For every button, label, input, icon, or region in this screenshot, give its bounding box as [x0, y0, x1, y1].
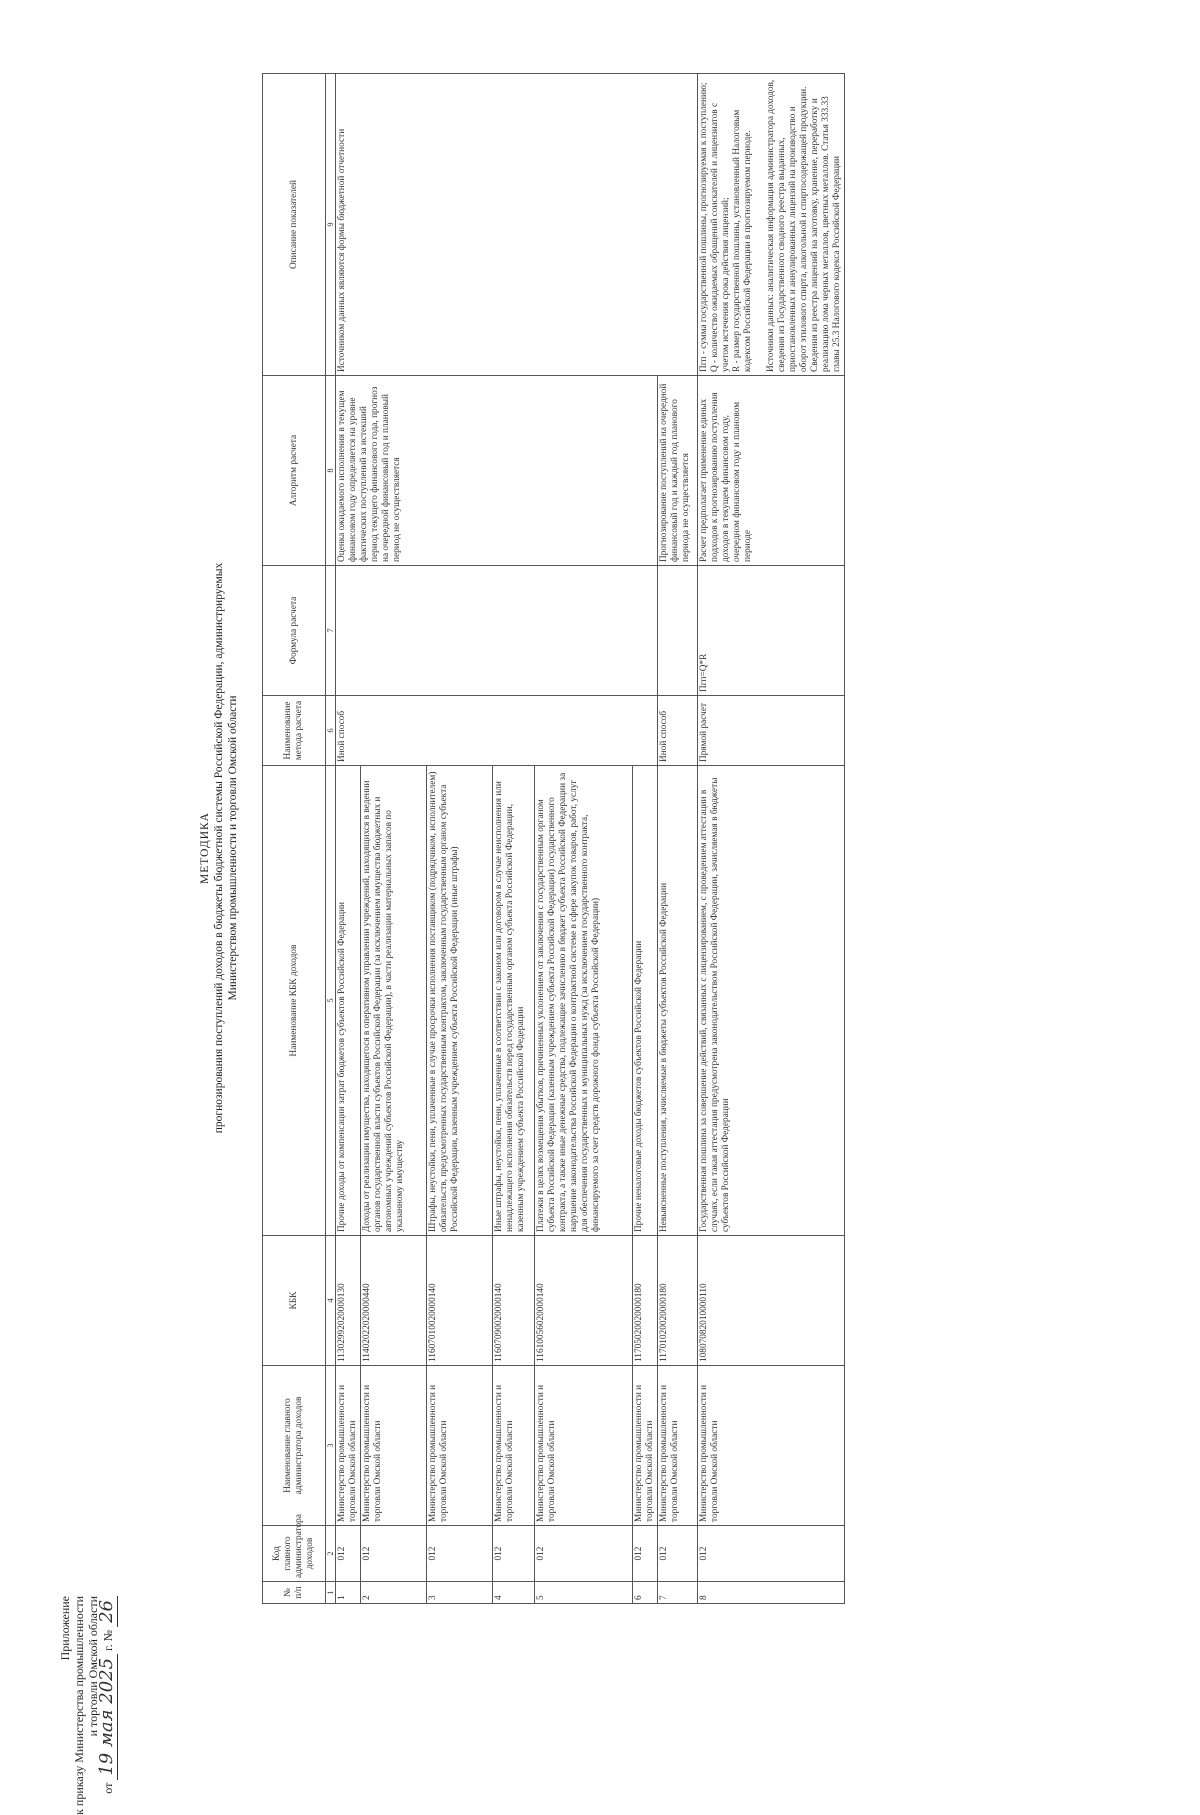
row-admin-code: 012: [658, 1526, 698, 1582]
column-number: 4: [326, 1236, 336, 1366]
header-description: Описание показателей: [263, 74, 326, 376]
column-number: 5: [326, 766, 336, 1236]
row-admin-name: Министерство промышленности и торговли Омской области: [633, 1366, 658, 1526]
description-paragraph: R - размер государственной пошлины, установленный Налоговым кодексом Российской Федерации в прогнозируемом периоде.: [732, 109, 753, 372]
header-kbk: КБК: [263, 1236, 326, 1366]
row-kbk: 11610056020000140: [535, 1236, 633, 1366]
appendix-label: Приложение: [58, 1596, 72, 1661]
row-admin-name: Министерство промышленности и торговли Омской области: [427, 1366, 493, 1526]
handwritten-date: 19 мая 2025: [96, 1654, 118, 1780]
column-number: 8: [326, 376, 336, 566]
row-kbk: 11705020020000180: [633, 1236, 658, 1366]
row-kbk-name: Прочие неналоговые доходы бюджетов субъектов Российской Федерации: [633, 766, 658, 1236]
column-number: 9: [326, 74, 336, 376]
paragraph-gap: [754, 77, 766, 372]
row-kbk: 10807082010000110: [698, 1236, 845, 1366]
row-formula: [336, 566, 658, 696]
appendix-date-line: [96, 1596, 117, 1815]
row-admin-name: Министерство промышленности и торговли Омской области: [698, 1366, 845, 1526]
row-formula: Пгп=Q*R: [698, 566, 845, 696]
row-admin-code: 012: [493, 1526, 535, 1582]
row-kbk-name: Штрафы, неустойки, пени, уплаченные в случае просрочки исполнения поставщиком (подрядчиком, исполнителем) обязательств, предусмотренных государственным контрактом, заключенным государственным органом субъекта Российской Федерации, казенным учреждением субъекта Российской Федерации (иные штрафы): [427, 766, 493, 1236]
row-algorithm: Прогнозирование поступлений на очередной финансовый год и каждый год планового периода не осуществляется: [658, 376, 698, 566]
row-kbk: 11302992020000130: [336, 1236, 361, 1366]
header-admin-code: Код главного администратора доходов: [263, 1526, 326, 1582]
appendix-line-1: к приказу Министерства промышленности: [72, 1596, 86, 1815]
row-num: 8: [698, 1582, 845, 1604]
row-kbk-name: Невыясненные поступления, зачисляемые в бюджеты субъектов Российской Федерации: [658, 766, 698, 1236]
table-header-row: [263, 74, 326, 1604]
row-kbk: 11607090020000140: [493, 1236, 535, 1366]
row-kbk: 11402022020000440: [361, 1236, 427, 1366]
number-prefix: г. №: [101, 1629, 115, 1651]
row-num: 2: [361, 1582, 427, 1604]
row-admin-name: Министерство промышленности и торговли Омской области: [658, 1366, 698, 1526]
row-method: Прямой расчет: [698, 696, 845, 766]
row-admin-name: Министерство промышленности и торговли Омской области: [493, 1366, 535, 1526]
row-num: 4: [493, 1582, 535, 1604]
table-row: [336, 74, 361, 1604]
row-kbk-name: Государственная пошлина за совершение действий, связанных с лицензированием, с проведением аттестации в случаях, если такая аттестация предусмотрена законодательством Российской Федерации, зачисляемая в бюджеты субъектов Российской Федерации: [698, 766, 845, 1236]
appendix-line-2: и торговли Омской области: [86, 1596, 100, 1737]
row-description: [698, 74, 845, 376]
header-method: Наименование метода расчета: [263, 696, 326, 766]
header-kbk-name: Наименование КБК доходов: [263, 766, 326, 1236]
row-num: 1: [336, 1582, 361, 1604]
row-kbk-name: Платежи в целях возмещения убытков, причиненных уклонением от заключения с государственным органом субъекта Российской Федерации (казенным учреждением субъекта Российской Федерации) государственного контракта, а также иные денежные средства, подлежащие зачислению в бюджет субъекта Российской Федерации за нарушение законодательства Российской Федерации о контрактной системе в сфере закупок товаров, работ, услуг для обеспечения государственных и муниципальных нужд (за исключением государственного контракта, финансируемого за счет средств дорожного фонда субъекта Российской Федерации): [535, 766, 633, 1236]
title-line-3: Министерством промышленности и торговли Омской области: [227, 695, 239, 1001]
description-paragraph: Источники данных: аналитическая информация администратора доходов, сведения из Государственного сводного реестра выданных, приостановленных и аннулированных лицензий на производство и оборот этилового спирта, алкогольной и спиртосодержащей продукции. Сведения из реестра лицензий на заготовку, хранение, переработку и реализацию лома черных металлов, цветных металлов. Статья 333.33 главы 25.3 Налогового кодекса Российской Федерации: [766, 79, 842, 372]
row-method: Иной способ: [336, 696, 658, 766]
header-algorithm: Алгоритм расчета: [263, 376, 326, 566]
row-admin-code: 012: [633, 1526, 658, 1582]
row-method: Иной способ: [658, 696, 698, 766]
header-formula: Формула расчета: [263, 566, 326, 696]
revenue-forecast-table: [262, 73, 845, 1604]
row-algorithm: Расчет предполагает применение единых подходов к прогнозированию поступления доходов в текущем финансовом году, очередном финансовом году и плановом периоде: [698, 376, 845, 566]
row-admin-code: 012: [535, 1526, 633, 1582]
row-admin-name: Министерство промышленности и торговли Омской области: [535, 1366, 633, 1526]
row-admin-code: 012: [361, 1526, 427, 1582]
row-kbk-name: Прочие доходы от компенсации затрат бюджетов субъектов Российской Федерации: [336, 766, 361, 1236]
appendix-block: [58, 1596, 115, 1815]
column-number: 1: [326, 1582, 336, 1604]
row-kbk: 11607010020000140: [427, 1236, 493, 1366]
row-num: 5: [535, 1582, 633, 1604]
row-description: Источником данных являются формы бюджетной отчетности: [336, 74, 698, 376]
row-formula: [658, 566, 698, 696]
title-line-2: прогнозирования поступлений доходов в бюджеты бюджетной системы Российской Федерации, администрируемых: [213, 562, 225, 1134]
header-admin-name: Наименование главного администратора доходов: [263, 1366, 326, 1526]
row-kbk: 11701020020000180: [658, 1236, 698, 1366]
row-admin-code: 012: [698, 1526, 845, 1582]
column-number: 3: [326, 1366, 336, 1526]
row-admin-code: 012: [427, 1526, 493, 1582]
description-paragraph: Q - количество ожидаемых обращений соискателей и лицензиатов с учетом истечения срока действия лицензий;: [710, 102, 731, 372]
row-kbk-name: Иные штрафы, неустойки, пени, уплаченные в соответствии с законом или договором в случае неисполнения или ненадлежащего исполнения обязательств перед государственным органом субъекта Российской Федерации, казенным учреждением субъекта Российской Федерации: [493, 766, 535, 1236]
date-prefix: от: [101, 1782, 115, 1794]
row-admin-name: Министерство промышленности и торговли Омской области: [361, 1366, 427, 1526]
row-kbk-name: Доходы от реализации имущества, находящегося в оперативном управлении учреждений, находящихся в ведении органов государственной власти субъектов Российской Федерации (за исключением имущества бюджетных и автономных учреждений субъектов Российской Федерации), в части реализации материальных запасов по указанному имуществу: [361, 766, 427, 1236]
row-num: 6: [633, 1582, 658, 1604]
description-paragraph: Пгп - сумма государственной пошлины, прогнозируемая к поступлению;: [699, 82, 709, 372]
column-number-row: [326, 74, 336, 1604]
row-algorithm: Оценка ожидаемого исполнения в текущем финансовом году определяется на уровне фактических поступлений за истекший период текущего финансового года, прогноз на очередной финансовый год и плановый период не осуществляется: [336, 376, 658, 566]
row-num: 3: [427, 1582, 493, 1604]
row-admin-code: 012: [336, 1526, 361, 1582]
column-number: 2: [326, 1526, 336, 1582]
column-number: 6: [326, 696, 336, 766]
handwritten-number: 26: [96, 1596, 118, 1627]
table-row: [698, 74, 845, 1604]
row-admin-name: Министерство промышленности и торговли Омской области: [336, 1366, 361, 1526]
column-number: 7: [326, 566, 336, 696]
header-num: № п/п: [263, 1582, 326, 1604]
row-num: 7: [658, 1582, 698, 1604]
document-title: [198, 0, 240, 1696]
title-line-1: МЕТОДИКА: [199, 812, 211, 884]
